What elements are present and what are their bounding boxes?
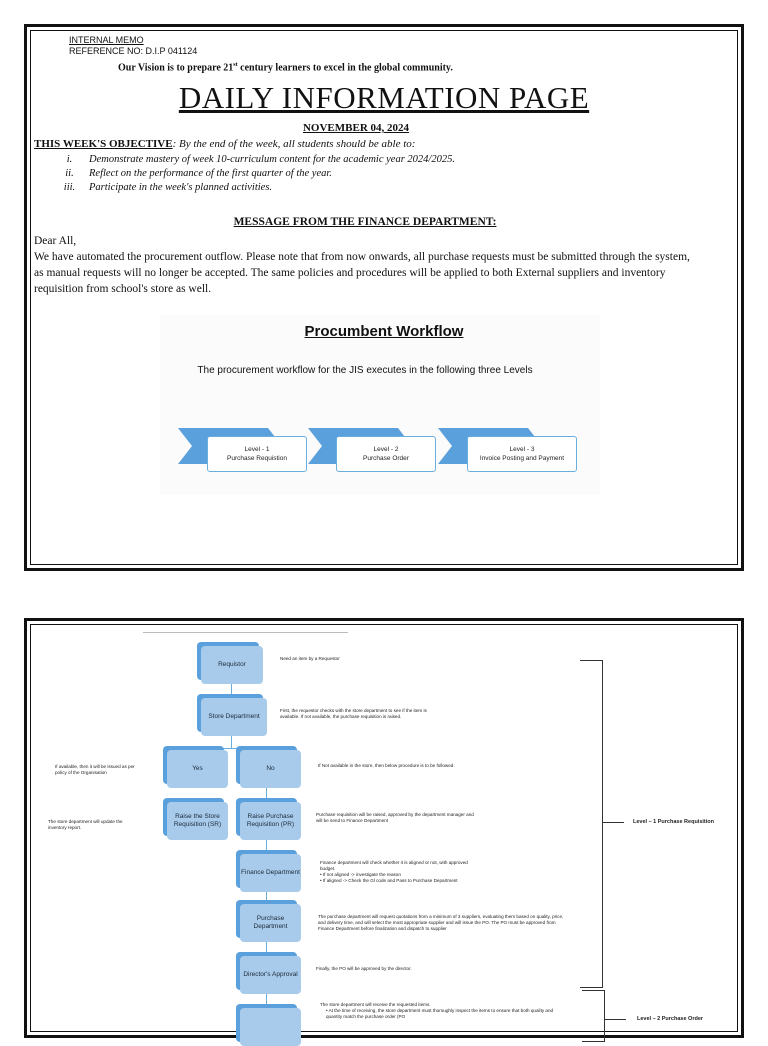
list-number: i. [66,154,73,165]
reference-number: REFERENCE NO: D.I.P 041124 [69,46,198,56]
node-requistor: Requistor [201,646,263,684]
page-title: DAILY INFORMATION PAGE [178,80,590,115]
vision-text-post: century learners to excel in the global community. [237,62,453,74]
note-line: If not aligned -> investigate the reason [322,872,401,877]
finance-message: We have automated the procurement outflow. Please note that from now onwards, all purchase requests must be submitted through the system, as manual requests will no longer be accepted. The same policies and procedures will be applied to both External suppliers and inventory requisition from school's store as well. [34,251,690,295]
node-store-receive [240,1008,301,1046]
note-line: The store department will receive the requested items. [320,1002,431,1007]
node-yes: Yes [167,750,228,788]
note-pr: Purchase requisition will be raised, approved by the department manager and will be send to Finance Department [316,812,474,823]
connector [200,748,270,749]
connector [266,992,267,1006]
greeting: Dear All, [34,235,77,247]
connector [266,786,267,802]
node-finance-department: Finance Department [240,854,301,892]
note-director: Finally, the PO will be approved by the director. [316,966,412,971]
note-yes: If available, then it will be issued as per policy of the Organisation [55,764,135,775]
objective-list [50,153,455,195]
node-raise-pr: Raise Purchase Requisition (PR) [240,802,301,840]
note-finance [320,860,480,884]
note-no: If Not available in the store, then below procedure is to be followed. [318,763,455,768]
vision-statement [118,62,453,73]
level-2-box [336,436,436,472]
node-raise-sr: Raise the Store Requisition (SR) [167,802,228,840]
note-sr: The store department will update the inventory report. [48,819,123,830]
level-2-bracket [582,990,605,1042]
connector [266,940,267,954]
level-1-bracket [580,660,603,988]
memo-header [69,35,197,57]
list-item [50,181,455,195]
connector [266,840,267,852]
level-number: Level - 1 [244,446,270,453]
memo-label: INTERNAL MEMO [69,35,144,45]
page-date: NOVEMBER 04, 2024 [302,122,410,134]
note-line: At the time of receiving, the store department must thoroughly inspect the items to ensure that both quality and quantity match the purchase order (PO [326,1008,554,1019]
objective-label: THIS WEEK'S OBJECTIVE [34,138,173,150]
level-1-label: Level – 1 Purchase Requisition [633,819,715,825]
bracket-tick [604,1019,626,1020]
objective-text: : By the end of the week, all students should be able to: [172,138,416,150]
list-text: Participate in the week's planned activities. [89,182,273,193]
finance-heading: MESSAGE FROM THE FINANCE DEPARTMENT: [233,216,497,228]
workflow-subtitle: The procurement workflow for the JIS executes in the following three Levels [197,365,533,376]
list-number: ii. [65,168,74,179]
note-bullet: • If not aligned -> investigate the reason [320,872,401,877]
node-purchase-department: Purchase Department [240,904,301,942]
bracket-tick [602,822,624,823]
note-line: Finance department will check whether it is aligned or not, with approved budget. [320,860,468,871]
divider [143,632,348,633]
node-no: No [240,750,301,788]
level-name: Invoice Posting and Payment [479,455,565,462]
level-3-box [467,436,577,472]
level-2-label: Level – 2 Purchase Order [637,1016,704,1022]
note-store: First, the requestor checks with the store department to see if the item is available. If not available, the purchase requisition is raised. [280,708,427,719]
level-1-box [207,436,307,472]
list-number: iii. [63,182,76,193]
node-store-department: Store Department [201,698,267,736]
list-text: Reflect on the performance of the first quarter of the year. [89,168,332,179]
note-bullet: • If aligned -> Check the Gl code and Pass to Purchase Department [320,878,458,883]
note-bullet: • At the time of receiving, the store department must thoroughly inspect the items to ensure that both quality and quantity match the purchase order (PO [326,1008,554,1019]
level-number: Level - 3 [509,446,535,453]
workflow-title: Procumbent Workflow [304,323,464,340]
list-item [50,153,455,167]
note-requistor: Need an item by a Requestor [280,656,340,661]
weekly-objective [34,138,415,150]
list-item [50,167,455,181]
note-line: If aligned -> Check the Gl code and Pass to Purchase Department [322,878,458,883]
level-number: Level - 2 [373,446,399,453]
list-text: Demonstrate mastery of week 10-curriculum content for the academic year 2024/2025. [89,154,455,165]
note-receive [320,1002,570,1020]
connector [231,736,232,748]
level-name: Purchase Order [363,455,409,462]
level-name: Purchase Requistion [227,455,287,462]
vision-text: Our Vision is to prepare 21 [118,62,234,74]
node-directors-approval: Director's Approval [240,956,301,994]
note-purchase: The purchase department will request quotations from a minimum of 3 suppliers, evaluating them based on quality, price, and delivery time, and will select the most appropriate supplier and will issue the PO. The PO must be approved from Finance Department before finalization and dispatch to supplier [318,914,564,931]
vision-sup: st [233,62,238,68]
